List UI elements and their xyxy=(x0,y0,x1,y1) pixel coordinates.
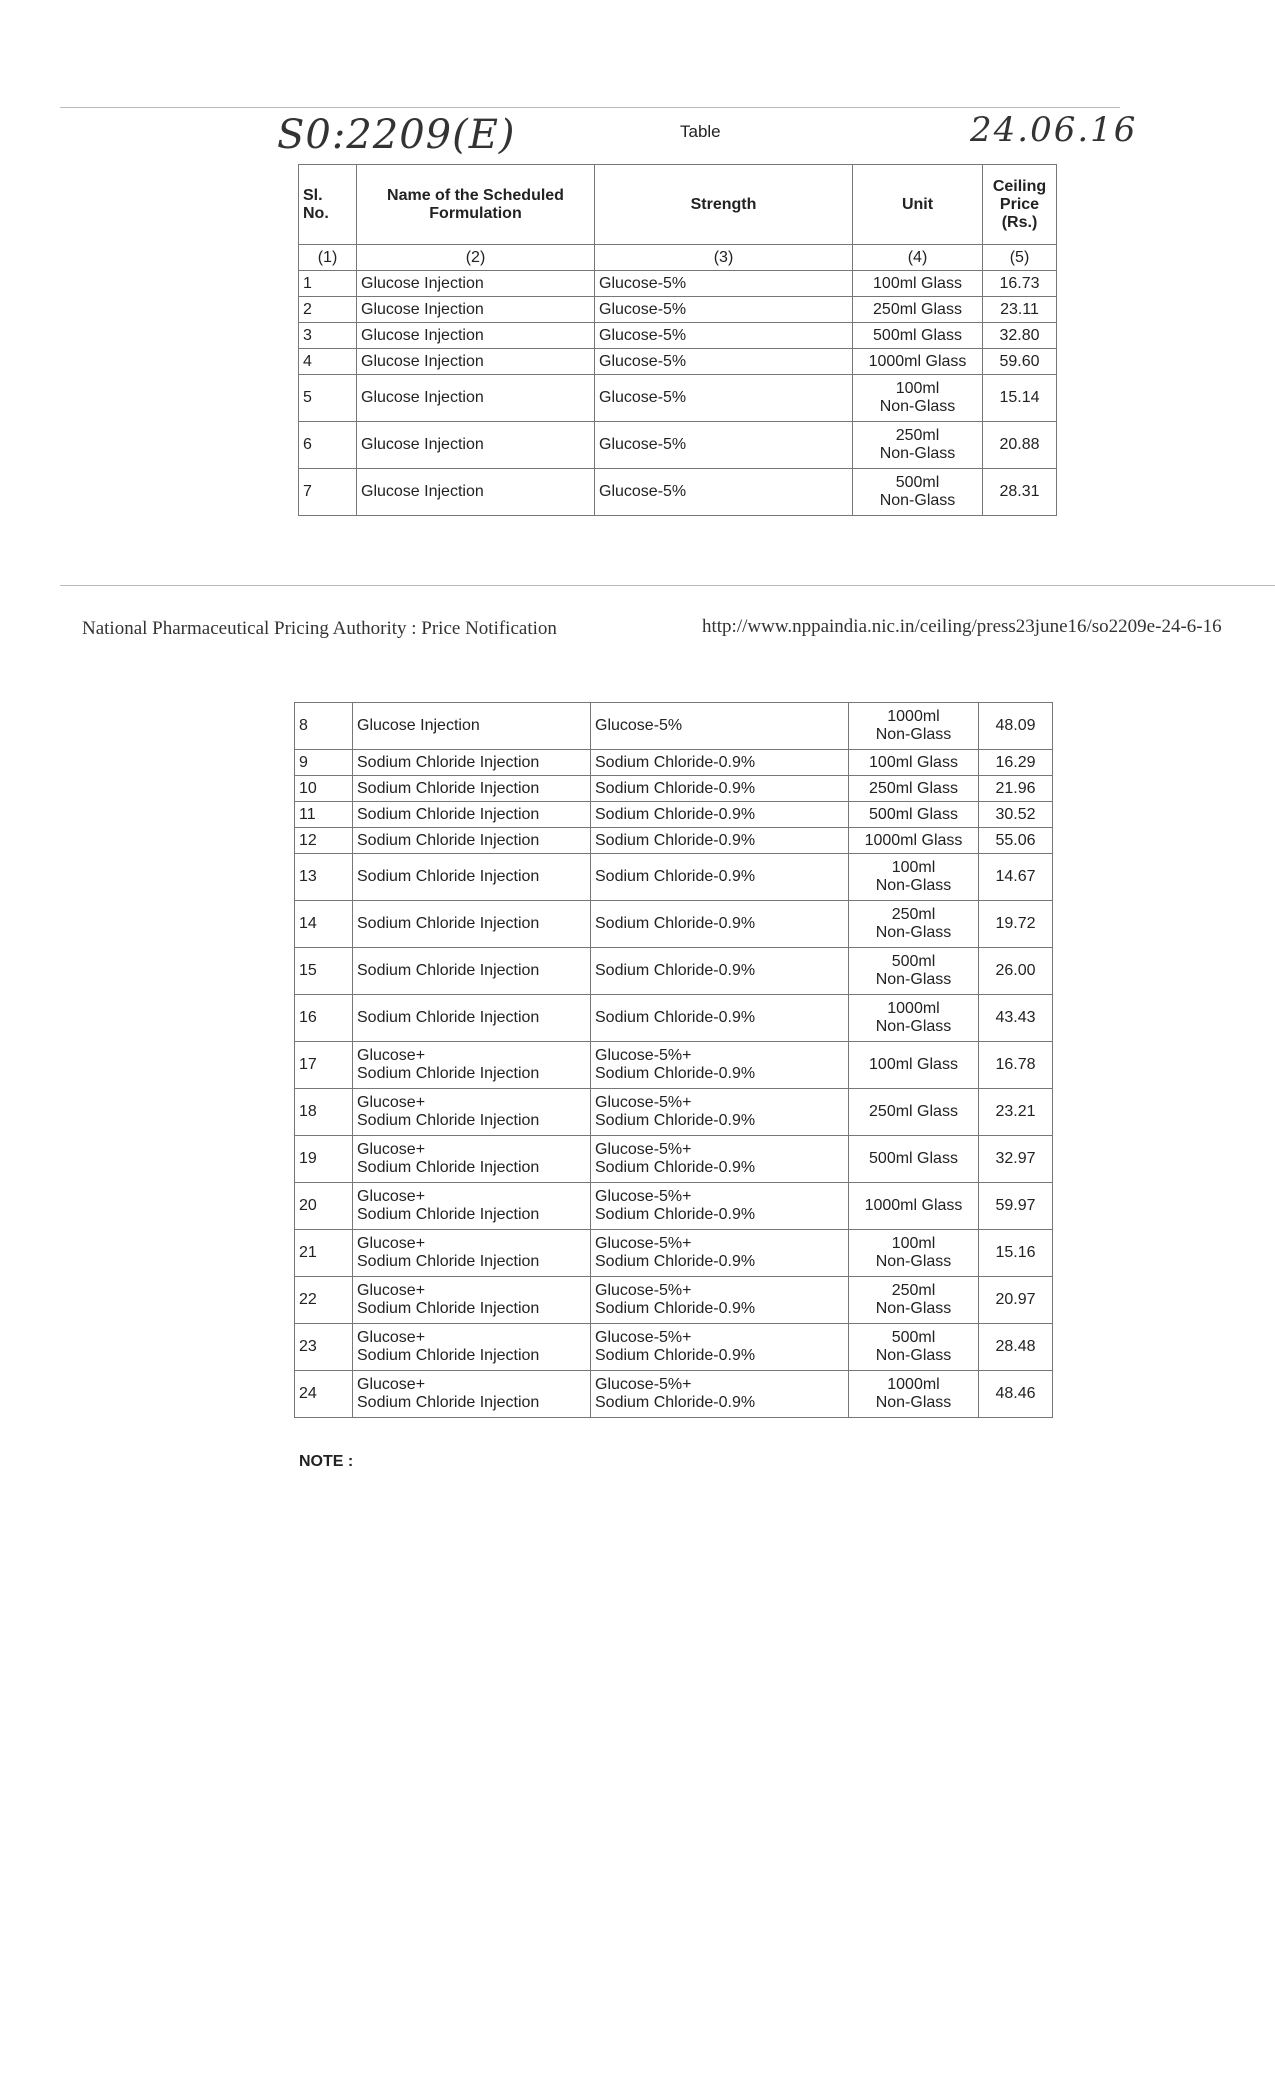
table-row xyxy=(295,1371,1053,1418)
cell-ceiling-price: 28.48 xyxy=(979,1324,1053,1371)
cell-sl-no: 23 xyxy=(295,1324,353,1371)
cell-formulation-name: Glucose+ Sodium Chloride Injection xyxy=(353,1136,591,1183)
handwritten-date: 24.06.16 xyxy=(970,110,1138,150)
cell-formulation-name: Glucose Injection xyxy=(357,469,595,516)
cell-formulation-name: Glucose+ Sodium Chloride Injection xyxy=(353,1230,591,1277)
cell-sl-no: 1 xyxy=(299,271,357,297)
cell-unit: 500ml Non-Glass xyxy=(849,1324,979,1371)
cell-sl-no: 4 xyxy=(299,349,357,375)
table-body-page-2 xyxy=(295,703,1053,1418)
cell-sl-no: 2 xyxy=(299,297,357,323)
cell-formulation-name: Sodium Chloride Injection xyxy=(353,750,591,776)
table-header-row xyxy=(299,165,1057,245)
cell-sl-no: 10 xyxy=(295,776,353,802)
cell-formulation-name: Glucose+ Sodium Chloride Injection xyxy=(353,1089,591,1136)
cell-unit: 1000ml Non-Glass xyxy=(849,995,979,1042)
header-strength: Strength xyxy=(595,165,853,245)
table-row xyxy=(295,948,1053,995)
cell-ceiling-price: 30.52 xyxy=(979,802,1053,828)
cell-strength: Glucose-5%+ Sodium Chloride-0.9% xyxy=(591,1089,849,1136)
table-row xyxy=(295,1042,1053,1089)
cell-sl-no: 19 xyxy=(295,1136,353,1183)
cell-unit: 250ml Glass xyxy=(849,1089,979,1136)
cell-formulation-name: Glucose+ Sodium Chloride Injection xyxy=(353,1042,591,1089)
cell-sl-no: 17 xyxy=(295,1042,353,1089)
cell-unit: 100ml Glass xyxy=(853,271,983,297)
cell-strength: Glucose-5%+ Sodium Chloride-0.9% xyxy=(591,1136,849,1183)
table-row xyxy=(295,1324,1053,1371)
cell-sl-no: 15 xyxy=(295,948,353,995)
cell-ceiling-price: 21.96 xyxy=(979,776,1053,802)
header-unit: Unit xyxy=(853,165,983,245)
cell-ceiling-price: 23.21 xyxy=(979,1089,1053,1136)
cell-ceiling-price: 43.43 xyxy=(979,995,1053,1042)
cell-ceiling-price: 16.78 xyxy=(979,1042,1053,1089)
cell-unit: 500ml Non-Glass xyxy=(853,469,983,516)
cell-strength: Glucose-5%+ Sodium Chloride-0.9% xyxy=(591,1042,849,1089)
table-row xyxy=(295,776,1053,802)
cell-strength: Sodium Chloride-0.9% xyxy=(591,948,849,995)
table-title: Table xyxy=(680,122,721,141)
cell-unit: 500ml Glass xyxy=(849,802,979,828)
cell-ceiling-price: 59.97 xyxy=(979,1183,1053,1230)
cell-sl-no: 16 xyxy=(295,995,353,1042)
handwritten-so-number: S0:2209(E) xyxy=(277,112,516,158)
cell-strength: Sodium Chloride-0.9% xyxy=(591,776,849,802)
cell-strength: Glucose-5% xyxy=(595,323,853,349)
cell-formulation-name: Glucose Injection xyxy=(357,323,595,349)
cell-formulation-name: Glucose Injection xyxy=(357,271,595,297)
cell-strength: Glucose-5%+ Sodium Chloride-0.9% xyxy=(591,1277,849,1324)
cell-ceiling-price: 48.46 xyxy=(979,1371,1053,1418)
footer-title: National Pharmaceutical Pricing Authority : Price Notification xyxy=(82,618,557,639)
cell-strength: Glucose-5% xyxy=(595,271,853,297)
cell-formulation-name: Glucose+ Sodium Chloride Injection xyxy=(353,1183,591,1230)
cell-strength: Sodium Chloride-0.9% xyxy=(591,828,849,854)
table-row xyxy=(295,703,1053,750)
cell-sl-no: 14 xyxy=(295,901,353,948)
cell-ceiling-price: 14.67 xyxy=(979,854,1053,901)
cell-strength: Sodium Chloride-0.9% xyxy=(591,854,849,901)
column-number: (4) xyxy=(853,245,983,271)
cell-formulation-name: Sodium Chloride Injection xyxy=(353,995,591,1042)
cell-ceiling-price: 48.09 xyxy=(979,703,1053,750)
cell-ceiling-price: 32.80 xyxy=(983,323,1057,349)
cell-unit: 1000ml Non-Glass xyxy=(849,1371,979,1418)
cell-unit: 1000ml Glass xyxy=(849,1183,979,1230)
note-label: NOTE : xyxy=(299,1453,354,1470)
cell-formulation-name: Glucose+ Sodium Chloride Injection xyxy=(353,1324,591,1371)
cell-ceiling-price: 16.73 xyxy=(983,271,1057,297)
table-row xyxy=(299,271,1057,297)
cell-unit: 500ml Glass xyxy=(849,1136,979,1183)
header-sl-no: Sl. No. xyxy=(299,165,357,245)
table-row xyxy=(295,1230,1053,1277)
cell-sl-no: 20 xyxy=(295,1183,353,1230)
cell-formulation-name: Glucose Injection xyxy=(357,349,595,375)
cell-formulation-name: Glucose Injection xyxy=(357,422,595,469)
cell-formulation-name: Glucose+ Sodium Chloride Injection xyxy=(353,1371,591,1418)
cell-sl-no: 6 xyxy=(299,422,357,469)
column-number: (5) xyxy=(983,245,1057,271)
cell-strength: Glucose-5% xyxy=(595,297,853,323)
table-row xyxy=(295,828,1053,854)
cell-unit: 500ml Non-Glass xyxy=(849,948,979,995)
cell-ceiling-price: 28.31 xyxy=(983,469,1057,516)
table-row xyxy=(295,995,1053,1042)
table-row xyxy=(295,1136,1053,1183)
cell-sl-no: 21 xyxy=(295,1230,353,1277)
cell-formulation-name: Glucose Injection xyxy=(353,703,591,750)
table-body-page-1 xyxy=(299,271,1057,516)
table-row xyxy=(295,854,1053,901)
cell-ceiling-price: 23.11 xyxy=(983,297,1057,323)
cell-sl-no: 24 xyxy=(295,1371,353,1418)
cell-sl-no: 22 xyxy=(295,1277,353,1324)
table-row xyxy=(295,901,1053,948)
cell-unit: 100ml Non-Glass xyxy=(849,854,979,901)
column-number: (3) xyxy=(595,245,853,271)
cell-unit: 250ml Non-Glass xyxy=(849,901,979,948)
header-formulation-name: Name of the Scheduled Formulation xyxy=(357,165,595,245)
cell-formulation-name: Glucose Injection xyxy=(357,297,595,323)
cell-formulation-name: Glucose Injection xyxy=(357,375,595,422)
cell-ceiling-price: 20.97 xyxy=(979,1277,1053,1324)
cell-ceiling-price: 59.60 xyxy=(983,349,1057,375)
cell-sl-no: 9 xyxy=(295,750,353,776)
cell-ceiling-price: 16.29 xyxy=(979,750,1053,776)
cell-ceiling-price: 20.88 xyxy=(983,422,1057,469)
cell-unit: 500ml Glass xyxy=(853,323,983,349)
cell-sl-no: 12 xyxy=(295,828,353,854)
cell-strength: Glucose-5%+ Sodium Chloride-0.9% xyxy=(591,1324,849,1371)
table-row xyxy=(295,1277,1053,1324)
cell-strength: Glucose-5%+ Sodium Chloride-0.9% xyxy=(591,1183,849,1230)
cell-sl-no: 13 xyxy=(295,854,353,901)
scan-line-top xyxy=(60,107,1120,108)
column-number: (2) xyxy=(357,245,595,271)
ceiling-price-table-page-2 xyxy=(294,702,1053,1418)
cell-formulation-name: Sodium Chloride Injection xyxy=(353,854,591,901)
cell-sl-no: 8 xyxy=(295,703,353,750)
cell-strength: Sodium Chloride-0.9% xyxy=(591,750,849,776)
cell-formulation-name: Sodium Chloride Injection xyxy=(353,802,591,828)
cell-unit: 100ml Non-Glass xyxy=(849,1230,979,1277)
table-row xyxy=(295,750,1053,776)
table-row xyxy=(299,349,1057,375)
cell-sl-no: 18 xyxy=(295,1089,353,1136)
cell-ceiling-price: 26.00 xyxy=(979,948,1053,995)
cell-sl-no: 11 xyxy=(295,802,353,828)
cell-unit: 1000ml Non-Glass xyxy=(849,703,979,750)
cell-formulation-name: Glucose+ Sodium Chloride Injection xyxy=(353,1277,591,1324)
cell-unit: 250ml Glass xyxy=(849,776,979,802)
table-row xyxy=(299,469,1057,516)
cell-strength: Glucose-5% xyxy=(595,469,853,516)
cell-unit: 100ml Non-Glass xyxy=(853,375,983,422)
table-row xyxy=(299,323,1057,349)
column-number-row xyxy=(299,245,1057,271)
cell-strength: Glucose-5% xyxy=(595,349,853,375)
table-row xyxy=(295,802,1053,828)
cell-strength: Glucose-5%+ Sodium Chloride-0.9% xyxy=(591,1371,849,1418)
cell-formulation-name: Sodium Chloride Injection xyxy=(353,948,591,995)
cell-unit: 100ml Glass xyxy=(849,1042,979,1089)
table-row xyxy=(295,1183,1053,1230)
table-row xyxy=(299,297,1057,323)
cell-unit: 1000ml Glass xyxy=(853,349,983,375)
cell-sl-no: 3 xyxy=(299,323,357,349)
cell-strength: Glucose-5% xyxy=(595,422,853,469)
cell-ceiling-price: 15.16 xyxy=(979,1230,1053,1277)
cell-strength: Glucose-5%+ Sodium Chloride-0.9% xyxy=(591,1230,849,1277)
cell-unit: 250ml Non-Glass xyxy=(853,422,983,469)
cell-unit: 250ml Glass xyxy=(853,297,983,323)
column-number: (1) xyxy=(299,245,357,271)
ceiling-price-table-page-1 xyxy=(298,164,1057,516)
cell-unit: 1000ml Glass xyxy=(849,828,979,854)
header-ceiling-price: Ceiling Price (Rs.) xyxy=(983,165,1057,245)
cell-ceiling-price: 55.06 xyxy=(979,828,1053,854)
footer-url: http://www.nppaindia.nic.in/ceiling/press23june16/so2209e-24-6-16 xyxy=(702,616,1222,637)
cell-sl-no: 5 xyxy=(299,375,357,422)
cell-strength: Sodium Chloride-0.9% xyxy=(591,802,849,828)
cell-strength: Sodium Chloride-0.9% xyxy=(591,995,849,1042)
cell-strength: Glucose-5% xyxy=(591,703,849,750)
table-row xyxy=(299,422,1057,469)
cell-strength: Sodium Chloride-0.9% xyxy=(591,901,849,948)
cell-ceiling-price: 32.97 xyxy=(979,1136,1053,1183)
table-row xyxy=(295,1089,1053,1136)
cell-strength: Glucose-5% xyxy=(595,375,853,422)
cell-ceiling-price: 19.72 xyxy=(979,901,1053,948)
cell-unit: 250ml Non-Glass xyxy=(849,1277,979,1324)
cell-formulation-name: Sodium Chloride Injection xyxy=(353,901,591,948)
cell-sl-no: 7 xyxy=(299,469,357,516)
cell-ceiling-price: 15.14 xyxy=(983,375,1057,422)
table-row xyxy=(299,375,1057,422)
scan-line-middle xyxy=(60,585,1275,586)
cell-formulation-name: Sodium Chloride Injection xyxy=(353,828,591,854)
cell-formulation-name: Sodium Chloride Injection xyxy=(353,776,591,802)
cell-unit: 100ml Glass xyxy=(849,750,979,776)
